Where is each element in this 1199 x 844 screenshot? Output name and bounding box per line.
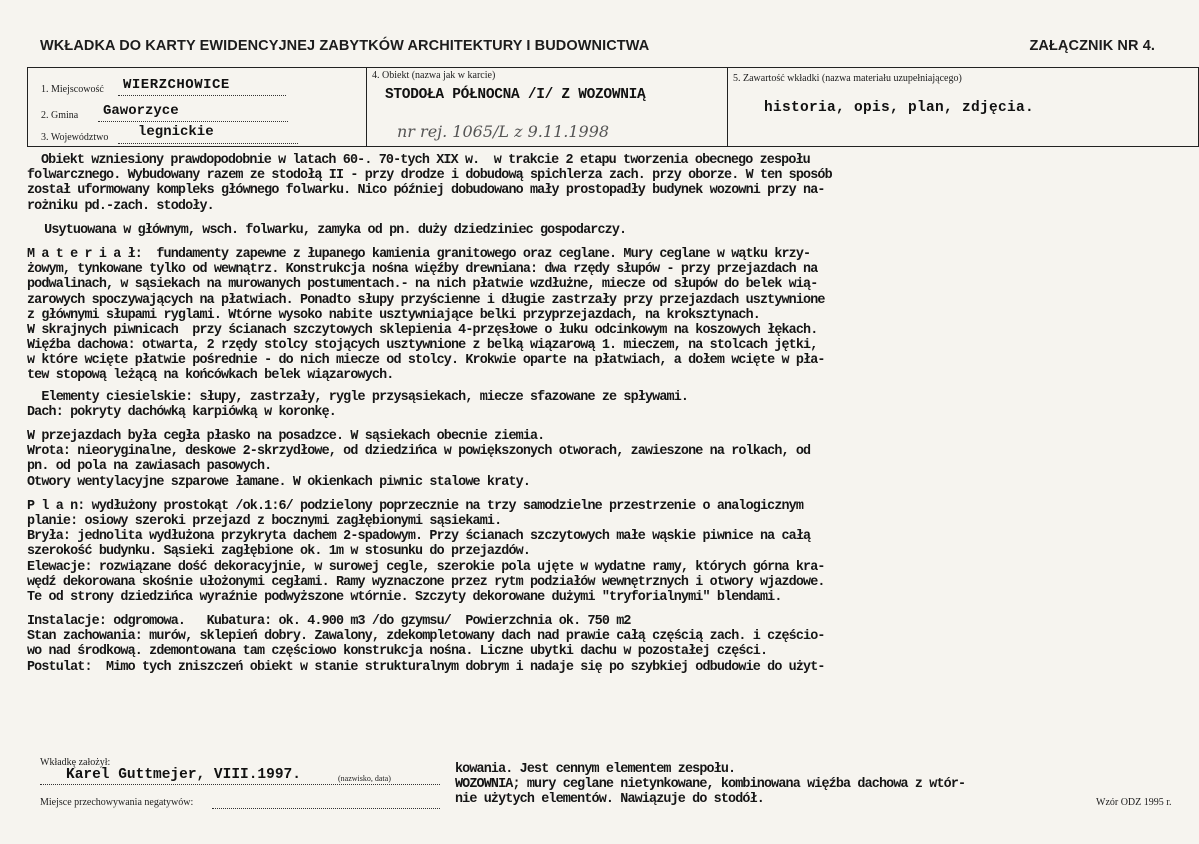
commune-label: 2. Gmina bbox=[41, 110, 79, 121]
text-line: Te od strony dziedzińca wyraźnie podwyższone wtórnie. Szczyty dekorowane dużymi "tryforialnymi" blendami. bbox=[27, 589, 782, 605]
text-line: W skrajnych piwnicach przy ścianach szczytowych sklepienia 4-przęsłowe o łuku odcinkowym na koszowych łękach. bbox=[27, 322, 818, 338]
text-line: wo nad środkową. zdemontowana tam częściowo konstrukcja nośna. Liczne ubytki dachu w pozostałej części. bbox=[27, 644, 768, 660]
attachment-number: ZAŁĄCZNIK NR 4. bbox=[1029, 38, 1155, 54]
description-text bbox=[27, 153, 1197, 675]
text-line: zarowych spoczywających na płatwiach. Ponadto słupy przyścienne i długie zastrzały przy przejazdach usztywnione bbox=[27, 292, 825, 308]
author-label: Wkładkę założył: bbox=[40, 757, 111, 768]
text-line: Usytuowana w głównym, wsch. folwarku, zamyka od pn. duży dziedziniec gospodarczy. bbox=[37, 222, 627, 238]
storage-line bbox=[212, 808, 440, 809]
object-label: 4. Obiekt (nazwa jak w karcie) bbox=[372, 70, 496, 81]
voivodeship-label: 3. Województwo bbox=[41, 132, 109, 143]
text-line: szerokość budynku. Sąsieki zagłębione ok. 1m w stosunku do przejazdów. bbox=[27, 544, 530, 560]
text-line: podwalinach, w sąsiekach na murowanych postumentach.- na nich płatwie wzdłużne, miecze od słupów do belek wią- bbox=[27, 277, 818, 293]
registry-note: nr rej. 1065/L z 9.11.1998 bbox=[397, 122, 610, 141]
location-box bbox=[27, 67, 367, 147]
text-line: pn. od pola na zawiasach pasowych. bbox=[27, 459, 272, 475]
text-line: W przejazdach była cegła płasko na posadzce. W sąsiekach obecnie ziemia. bbox=[27, 429, 545, 444]
form-version: Wzór ODZ 1995 r. bbox=[1096, 797, 1172, 808]
contents-label: 5. Zawartość wkładki (nazwa materiału uzupełniającego) bbox=[733, 73, 962, 84]
text-line: Elewacje: rozwiązane dość dekoracyjnie, w surowej cegle, szerokie pola ujęte w wydatne ramy, których górna kra- bbox=[27, 559, 825, 575]
text-line: planie: osiowy szeroki przejazd z bocznymi zagłębionymi sąsiekami. bbox=[27, 513, 502, 529]
text-line: Elementy ciesielskie: słupy, zastrzały, rygle przysąsiekach, miecze sfazowane ze spływami. bbox=[27, 389, 689, 405]
text-line: Instalacje: odgromowa. Kubatura: ok. 4.900 m3 /do gzymsu/ Powierzchnia ok. 750 m2 bbox=[27, 614, 631, 630]
storage-label: Miejsce przechowywania negatywów: bbox=[40, 797, 194, 808]
text-line: został uformowany kompleks głównego folwarku. Nico później dobudowano mały prostopadły budynek wozowni przy na- bbox=[27, 183, 825, 199]
voivodeship-value: legnickie bbox=[138, 124, 214, 140]
text-line: rożniku pd.-zach. stodoły. bbox=[27, 198, 214, 214]
text-line: kowania. Jest cennym elementem zespołu. bbox=[455, 762, 736, 777]
town-value: WIERZCHOWICE bbox=[123, 77, 230, 93]
author-value: Karel Guttmejer, VIII.1997. bbox=[66, 767, 301, 783]
text-line: nie użytych elementów. Nawiązuje do stodół. bbox=[455, 792, 764, 808]
text-line: Bryła: jednolita wydłużona przykryta dachem 2-spadowym. Przy ścianach szczytowych małe wąskie piwnice na całą bbox=[27, 529, 811, 545]
text-line: żowym, tynkowane tylko od wewnątrz. Konstrukcja nośna więźby drewniana: dwa rzędy słupów - przy przejazdach na bbox=[27, 262, 818, 278]
town-line bbox=[118, 95, 286, 96]
text-line: Więźba dachowa: otwarta, 2 rzędy stolcy stojących usztywnione z belką wiązarową 1. mieczem, na stolcach jętki, bbox=[27, 338, 818, 354]
text-line: Obiekt wzniesiony prawdopodobnie w latach 60-. 70-tych XIX w. w trakcie 2 etapu tworzenia obecnego zespołu bbox=[41, 153, 810, 168]
text-line: Dach: pokryty dachówką karpiówką w koronkę. bbox=[27, 404, 336, 420]
contents-value: historia, opis, plan, zdjęcia. bbox=[764, 100, 1035, 116]
continuation-text bbox=[455, 762, 965, 808]
author-line bbox=[40, 784, 440, 785]
text-line: P l a n: wydłużony prostokąt /ok.1:6/ podzielony poprzecznie na trzy samodzielne przestrzenie o analogicznym bbox=[27, 498, 804, 514]
voivodeship-line bbox=[118, 143, 298, 144]
town-label: 1. Miejscowość bbox=[41, 84, 104, 95]
text-line: Stan zachowania: murów, sklepień dobry. Zawalony, zdekompletowany dach nad prawie całą częścią zach. i częścio- bbox=[27, 629, 825, 645]
object-value: STODOŁA PÓŁNOCNA /I/ Z WOZOWNIĄ bbox=[385, 87, 646, 103]
text-line: w które wcięte płatwie pośrednie - do nich miecze od stolcy. Krokwie oparte na płatwiach, a dołem wcięte w pła- bbox=[27, 353, 825, 369]
contents-box bbox=[727, 67, 1199, 147]
form-title: WKŁADKA DO KARTY EWIDENCYJNEJ ZABYTKÓW ARCHITEKTURY I BUDOWNICTWA bbox=[40, 38, 650, 54]
text-line: Otwory wentylacyjne szparowe łamane. W okienkach piwnic stalowe kraty. bbox=[27, 474, 530, 490]
object-box bbox=[366, 67, 728, 147]
commune-line bbox=[98, 121, 288, 122]
text-line: Wrota: nieoryginalne, deskowe 2-skrzydłowe, od dziedzińca w powiększonych otworach, zawieszone na rolkach, od bbox=[27, 444, 811, 460]
text-line: z głównymi słupami ryglami. Wtórne wysoko nabite usztywniające belki przyprzejazdach, na kroksztynach. bbox=[27, 307, 760, 323]
text-line: tew stopową leżącą na końcówkach belek wiązarowych. bbox=[27, 368, 394, 384]
text-line: wędź dekorowana skośnie ułożonymi cegłami. Ramy wyznaczone przez rytm podziałów wewnętrznych i otwory wjazdowe. bbox=[27, 574, 825, 590]
author-hint: (nazwisko, data) bbox=[338, 774, 391, 783]
text-line: M a t e r i a ł: fundamenty zapewne z łupanego kamienia granitowego oraz ceglane. Mury ceglane w wątku krzy- bbox=[27, 246, 811, 262]
text-line: folwarcznego. Wybudowany razem ze stodołą II - przy drodze i dobudową spichlerza zach. przy oborze. W ten sposób bbox=[27, 168, 832, 184]
text-line: WOZOWNIA; mury ceglane nietynkowane, kombinowana więźba dachowa z wtór- bbox=[455, 777, 966, 793]
text-line: Postulat: Mimo tych zniszczeń obiekt w stanie strukturalnym dobrym i nadaje się po szybkiej odbudowie do użyt- bbox=[27, 659, 825, 675]
commune-value: Gaworzyce bbox=[103, 103, 179, 119]
